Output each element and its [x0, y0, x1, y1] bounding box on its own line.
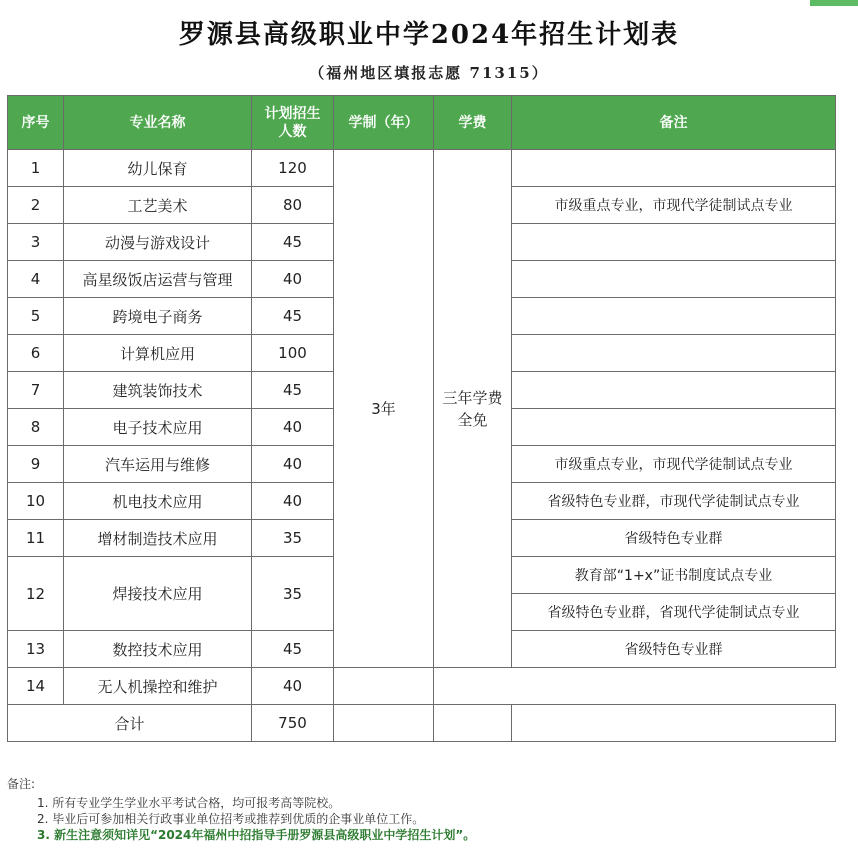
row-major: 汽车运用与维修 — [64, 446, 252, 483]
header-seq: 序号 — [8, 96, 64, 150]
row-note — [512, 298, 836, 335]
row-major: 幼儿保育 — [64, 150, 252, 187]
row-count: 45 — [252, 224, 334, 261]
row-seq: 1 — [8, 150, 64, 187]
row-count: 35 — [252, 520, 334, 557]
row-seq: 7 — [8, 372, 64, 409]
shared-fee-cell — [434, 150, 512, 668]
row-seq: 12 — [8, 557, 64, 631]
row-note — [512, 409, 836, 446]
row-count: 40 — [252, 483, 334, 520]
row-seq: 11 — [8, 520, 64, 557]
row-seq: 8 — [8, 409, 64, 446]
remarks-section — [7, 776, 847, 843]
row-seq: 9 — [8, 446, 64, 483]
row-seq: 5 — [8, 298, 64, 335]
row-count: 40 — [252, 668, 334, 705]
row-major: 无人机操控和维护 — [64, 668, 252, 705]
row-note: 省级特色专业群，市现代学徒制试点专业 — [512, 483, 836, 520]
row-seq: 13 — [8, 631, 64, 668]
header-note: 备注 — [512, 96, 836, 150]
row-count: 45 — [252, 631, 334, 668]
shared-years-cell: 3年 — [334, 150, 434, 668]
page-title: 罗源县高级职业中学2024年招生计划表 — [178, 20, 680, 50]
row-count: 45 — [252, 298, 334, 335]
row-note — [512, 372, 836, 409]
row-count: 120 — [252, 150, 334, 187]
row-note — [512, 224, 836, 261]
row-note — [334, 668, 434, 705]
total-note-empty — [512, 705, 836, 742]
corner-accent — [810, 0, 858, 6]
row-note-secondary: 省级特色专业群，省现代学徒制试点专业 — [512, 594, 836, 631]
total-fee-empty — [434, 705, 512, 742]
row-note — [512, 150, 836, 187]
remark-item: 2. 毕业后可参加相关行政事业单位招考或推荐到优质的企事业单位工作。 — [37, 812, 425, 826]
row-count: 80 — [252, 187, 334, 224]
row-major: 增材制造技术应用 — [64, 520, 252, 557]
row-note — [512, 261, 836, 298]
row-seq: 2 — [8, 187, 64, 224]
header-fee: 学费 — [434, 96, 512, 150]
row-major: 工艺美术 — [64, 187, 252, 224]
remark-item: 1. 所有专业学生学业水平考试合格，均可报考高等院校。 — [37, 796, 341, 810]
table-header-row — [8, 96, 836, 150]
table-row — [8, 150, 836, 187]
header-major: 专业名称 — [64, 96, 252, 150]
page-subtitle: （福州地区填报志愿 71315） — [309, 64, 549, 82]
header-plan-count — [252, 96, 334, 150]
fee-line1: 三年学费 — [442, 388, 503, 407]
total-count: 750 — [252, 705, 334, 742]
row-note: 省级特色专业群 — [512, 520, 836, 557]
row-major: 高星级饭店运营与管理 — [64, 261, 252, 298]
row-count: 40 — [252, 409, 334, 446]
row-count: 40 — [252, 446, 334, 483]
row-seq: 3 — [8, 224, 64, 261]
header-plan-line1: 计划招生 — [264, 105, 321, 122]
row-count: 35 — [252, 557, 334, 631]
header-plan-line2: 人数 — [278, 123, 307, 140]
row-seq: 4 — [8, 261, 64, 298]
row-count: 45 — [252, 372, 334, 409]
row-major: 计算机应用 — [64, 335, 252, 372]
row-note: 市级重点专业，市现代学徒制试点专业 — [512, 446, 836, 483]
row-seq: 6 — [8, 335, 64, 372]
row-seq: 10 — [8, 483, 64, 520]
row-major: 跨境电子商务 — [64, 298, 252, 335]
row-count: 40 — [252, 261, 334, 298]
row-note — [512, 335, 836, 372]
row-note: 市级重点专业，市现代学徒制试点专业 — [512, 187, 836, 224]
row-major: 数控技术应用 — [64, 631, 252, 668]
row-note: 省级特色专业群 — [512, 631, 836, 668]
fee-line2: 全免 — [457, 410, 488, 429]
remark-item-highlight: 3. 新生注意须知详见“2024年福州中招指导手册罗源县高级职业中学招生计划”。 — [37, 828, 476, 842]
row-major: 建筑装饰技术 — [64, 372, 252, 409]
header-years: 学制（年） — [334, 96, 434, 150]
enrollment-plan-table — [7, 95, 836, 742]
row-seq: 14 — [8, 668, 64, 705]
row-major: 焊接技术应用 — [64, 557, 252, 631]
remarks-label: 备注: — [7, 777, 36, 791]
table-total-row — [8, 705, 836, 742]
row-count: 100 — [252, 335, 334, 372]
row-major: 电子技术应用 — [64, 409, 252, 446]
total-years-empty — [334, 705, 434, 742]
table-row — [8, 668, 836, 705]
total-label: 合计 — [8, 705, 252, 742]
row-note: 教育部“1+x”证书制度试点专业 — [512, 557, 836, 594]
row-major: 机电技术应用 — [64, 483, 252, 520]
row-major: 动漫与游戏设计 — [64, 224, 252, 261]
